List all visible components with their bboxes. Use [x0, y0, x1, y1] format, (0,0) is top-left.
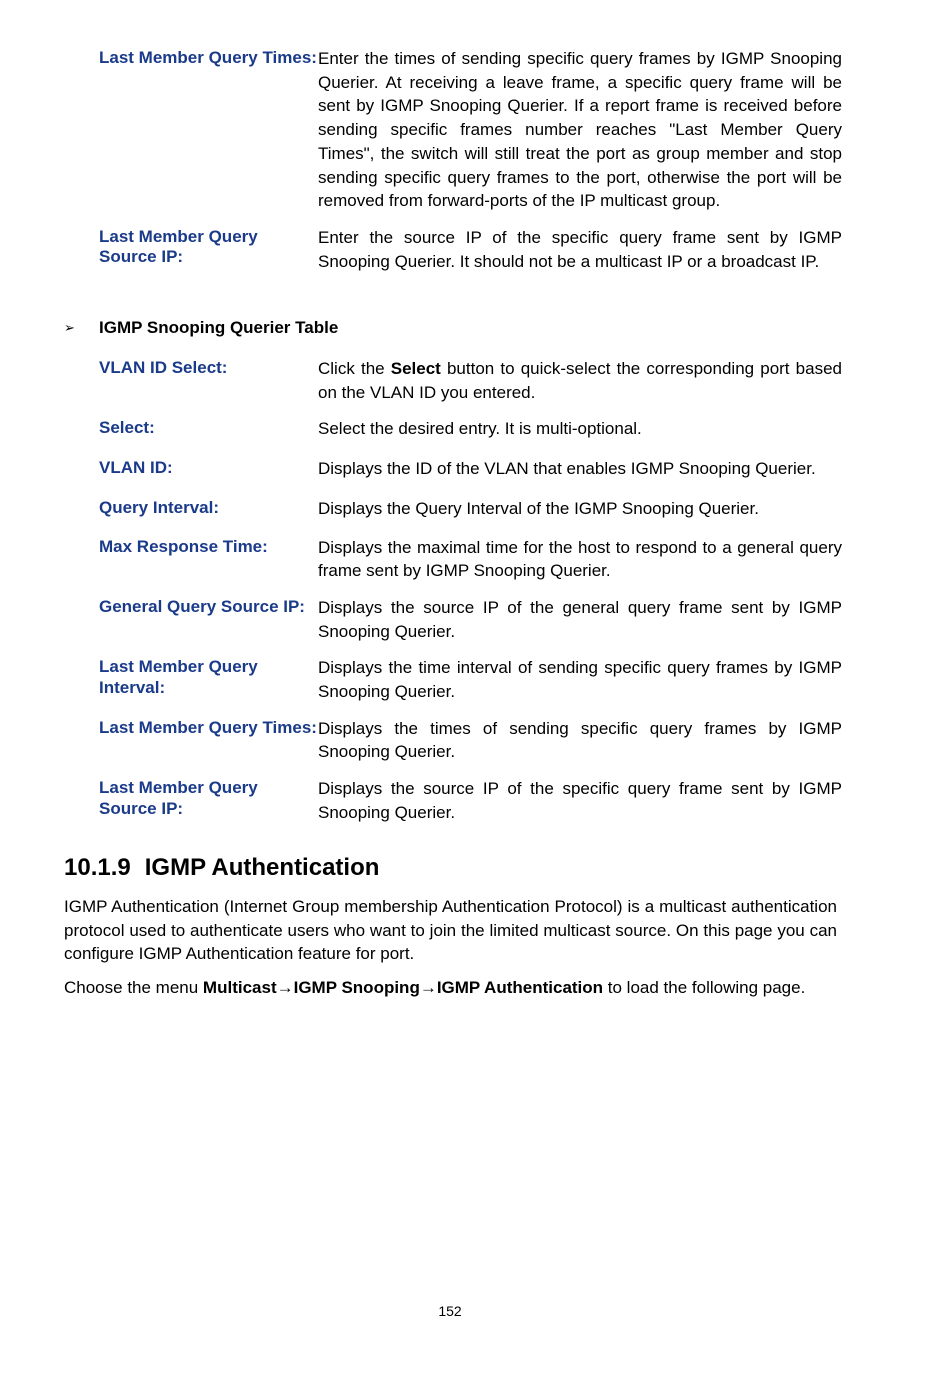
definition-description: Displays the time interval of sending specific query frames by IGMP Snooping Querier. — [318, 658, 842, 702]
definition-row — [99, 226, 842, 273]
description-text: button to quick-select the corresponding port based on the VLAN ID you entered. — [318, 359, 842, 402]
definition-term: Max Response Time: — [99, 536, 268, 556]
definition-term: Last Member Query Source IP: — [99, 226, 258, 267]
bullet-arrow-icon: ➢ — [64, 320, 75, 335]
definition-row — [99, 596, 842, 643]
top-definition-list — [99, 47, 842, 286]
page-number: 152 — [438, 1303, 462, 1319]
definition-term: VLAN ID Select: — [99, 358, 228, 377]
definition-row — [99, 497, 842, 521]
definition-term: Last Member Query Source IP: — [99, 778, 258, 818]
section-number: 10.1.9 — [64, 854, 131, 881]
querier-table-heading-text: IGMP Snooping Querier Table — [99, 318, 339, 337]
definition-row — [99, 357, 842, 404]
definition-row — [99, 656, 842, 703]
menu-path: Multicast→IGMP Snooping→IGMP Authentication — [202, 978, 604, 997]
definition-term: VLAN ID: — [99, 458, 173, 478]
definition-term: General Query Source IP: — [99, 596, 305, 616]
definition-description: Enter the times of sending specific query frames by IGMP Snooping Querier. At receiving a leave frame, a specific query frame will be sent by IGMP Snooping Querier. If a report frame is received before sending specific frames number reaches "Last Member Query Times", the switch will still treat the port as group member and stop sending specific query frames to the port, otherwise the port will be removed from forward-ports of the IP multicast group. — [318, 49, 842, 211]
definition-row — [99, 777, 842, 824]
definition-description: Enter the source IP of the specific query frame sent by IGMP Snooping Querier. It should not be a multicast IP or a broadcast IP. — [318, 227, 842, 271]
definition-row — [99, 536, 842, 583]
definition-row — [99, 457, 842, 481]
querier-table-definition-list — [99, 357, 842, 838]
definition-term: Select: — [99, 418, 155, 438]
definition-term: Last Member Query Times: — [99, 48, 317, 67]
querier-table-heading — [64, 316, 338, 339]
section-title: IGMP Authentication — [144, 854, 380, 881]
definition-description: Displays the times of sending specific query frames by IGMP Snooping Querier. — [318, 718, 842, 762]
definition-term: Last Member Query Interval: — [99, 657, 258, 697]
definition-description: Select the desired entry. It is multi-optional. — [318, 419, 642, 439]
definition-description: Displays the source IP of the specific query frame sent by IGMP Snooping Querier. — [318, 779, 842, 822]
section-heading — [64, 853, 379, 883]
menu-instruction-paragraph — [64, 976, 837, 1000]
select-button-label: Select — [390, 359, 441, 378]
menu-instruction-text: to load the following page. — [603, 978, 806, 997]
menu-instruction-text: Choose the menu — [64, 978, 203, 997]
definition-term: Query Interval: — [99, 497, 219, 517]
definition-description: Displays the maximal time for the host to respond to a general query frame sent by IGMP Snooping Querier. — [318, 537, 842, 581]
section-intro-paragraph: IGMP Authentication (Internet Group membership Authentication Protocol) is a multicast authentication protocol used to authenticate users who want to join the limited multicast source. On this page you can configure IGMP Authentication feature for port. — [64, 897, 837, 964]
definition-row — [99, 717, 842, 764]
definition-row — [99, 417, 842, 441]
definition-row — [99, 47, 842, 213]
definition-description: Displays the Query Interval of the IGMP Snooping Querier. — [318, 498, 759, 518]
definition-description: Displays the source IP of the general query frame sent by IGMP Snooping Querier. — [318, 597, 842, 641]
definition-term: Last Member Query Times: — [99, 717, 317, 737]
definition-description — [318, 357, 842, 404]
description-text: Click the — [318, 359, 391, 378]
definition-description: Displays the ID of the VLAN that enables IGMP Snooping Querier. — [318, 459, 816, 479]
